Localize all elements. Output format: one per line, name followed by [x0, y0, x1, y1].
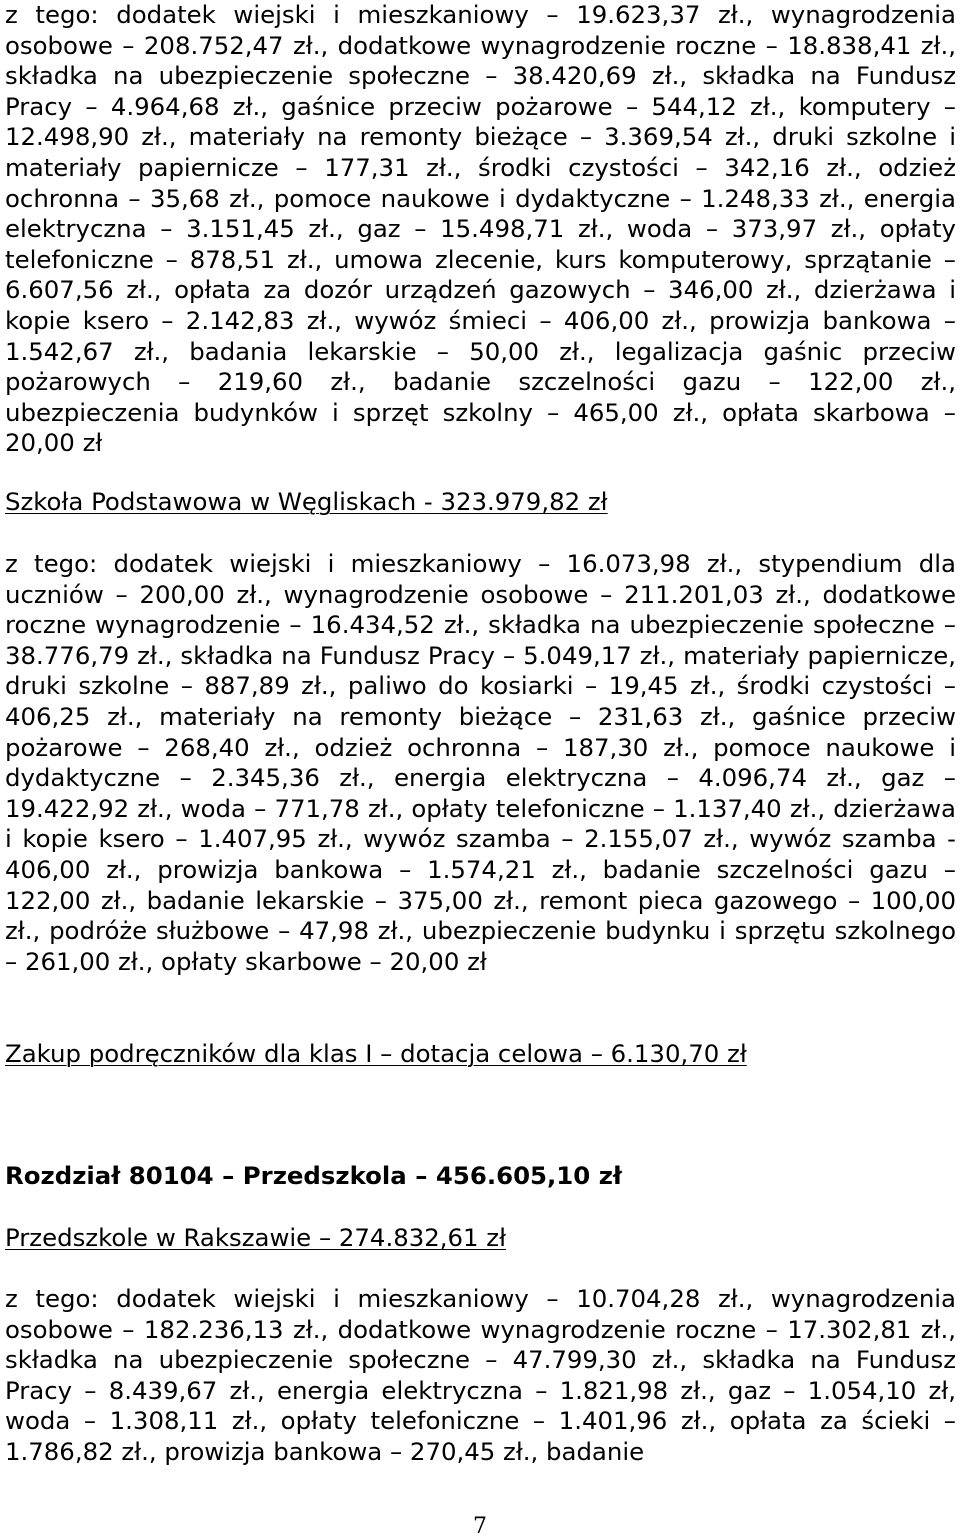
preschool-heading: Przedszkole w Rakszawie – 274.832,61 zł	[5, 1223, 507, 1252]
expense-paragraph-1: z tego: dodatek wiejski i mieszkaniowy – 19.623,37 zł., wynagrodzenia osobowe – 208.752,47 zł., dodatkowe wynagrodzenie roczne – 18.838,41 zł., składka na ubezpieczenie społeczne – 38.420,69 zł., składka na Fundusz Pracy – 4.964,68 zł., gaśnice przeciw pożarowe – 544,12 zł., komputery – 12.498,90 zł., materiały na remonty bieżące – 3.369,54 zł., druki szkolne i materiały papiernicze – 177,31 zł., środki czystości – 342,16 zł., odzież ochronna – 35,68 zł., pomoce naukowe i dydaktyczne – 1.248,33 zł., energia elektryczna – 3.151,45 zł., gaz – 15.498,71 zł., woda – 373,97 zł., opłaty telefoniczne – 878,51 zł., umowa zlecenie, kurs komputerowy, sprzątanie – 6.607,56 zł., opłata za dozór urządzeń gazowych – 346,00 zł., dzierżawa i kopie ksero – 2.142,83 zł., wywóz śmieci – 406,00 zł., prowizja bankowa – 1.542,67 zł., badania lekarskie – 50,00 zł., legalizacja gaśnic przeciw pożarowych – 219,60 zł., badanie szczelności gazu – 122,00 zł., ubezpieczenia budynków i sprzęt szkolny – 465,00 zł., opłata skarbowa – 20,00 zł	[5, 0, 956, 458]
section-heading: Rozdział 80104 – Przedszkola – 456.605,10 zł	[5, 1161, 622, 1190]
expense-paragraph-3: z tego: dodatek wiejski i mieszkaniowy – 10.704,28 zł., wynagrodzenia osobowe – 182.236,13 zł., dodatkowe wynagrodzenie roczne – 17.302,81 zł., składka na ubezpieczenie społeczne – 47.799,30 zł., składka na Fundusz Pracy – 8.439,67 zł., energia elektryczna – 1.821,98 zł., gaz – 1.054,10 zł, woda – 1.308,11 zł., opłaty telefoniczne – 1.401,96 zł., opłata za ścieki – 1.786,82 zł., prowizja bankowa – 270,45 zł., badanie	[5, 1284, 956, 1466]
textbooks-heading: Zakup podręczników dla klas I – dotacja celowa – 6.130,70 zł	[5, 1039, 747, 1068]
expense-paragraph-2: z tego: dodatek wiejski i mieszkaniowy – 16.073,98 zł., stypendium dla uczniów – 200,00 zł., wynagrodzenie osobowe – 211.201,03 zł., dodatkowe roczne wynagrodzenie – 16.434,52 zł., składka na ubezpieczenie społeczne – 38.776,79 zł., składka na Fundusz Pracy – 5.049,17 zł., materiały papiernicze, druki szkolne – 887,89 zł., paliwo do kosiarki – 19,45 zł., środki czystości – 406,25 zł., materiały na remonty bieżące – 231,63 zł., gaśnice przeciw pożarowe – 268,40 zł., odzież ochronna – 187,30 zł., pomoce naukowe i dydaktyczne – 2.345,36 zł., energia elektryczna – 4.096,74 zł., gaz – 19.422,92 zł., woda – 771,78 zł., opłaty telefoniczne – 1.137,40 zł., dzierżawa i kopie ksero – 1.407,95 zł., wywóz szamba – 2.155,07 zł., wywóz szamba - 406,00 zł., prowizja bankowa – 1.574,21 zł., badanie szczelności gazu – 122,00 zł., badanie lekarskie – 375,00 zł., remont pieca gazowego – 100,00 zł., podróże służbowe – 47,98 zł., ubezpieczenie budynku i sprzętu szkolnego – 261,00 zł., opłaty skarbowe – 20,00 zł	[5, 549, 956, 976]
page-number: 7	[473, 1514, 487, 1539]
school-heading: Szkoła Podstawowa w Węgliskach - 323.979,82 zł	[5, 487, 608, 516]
